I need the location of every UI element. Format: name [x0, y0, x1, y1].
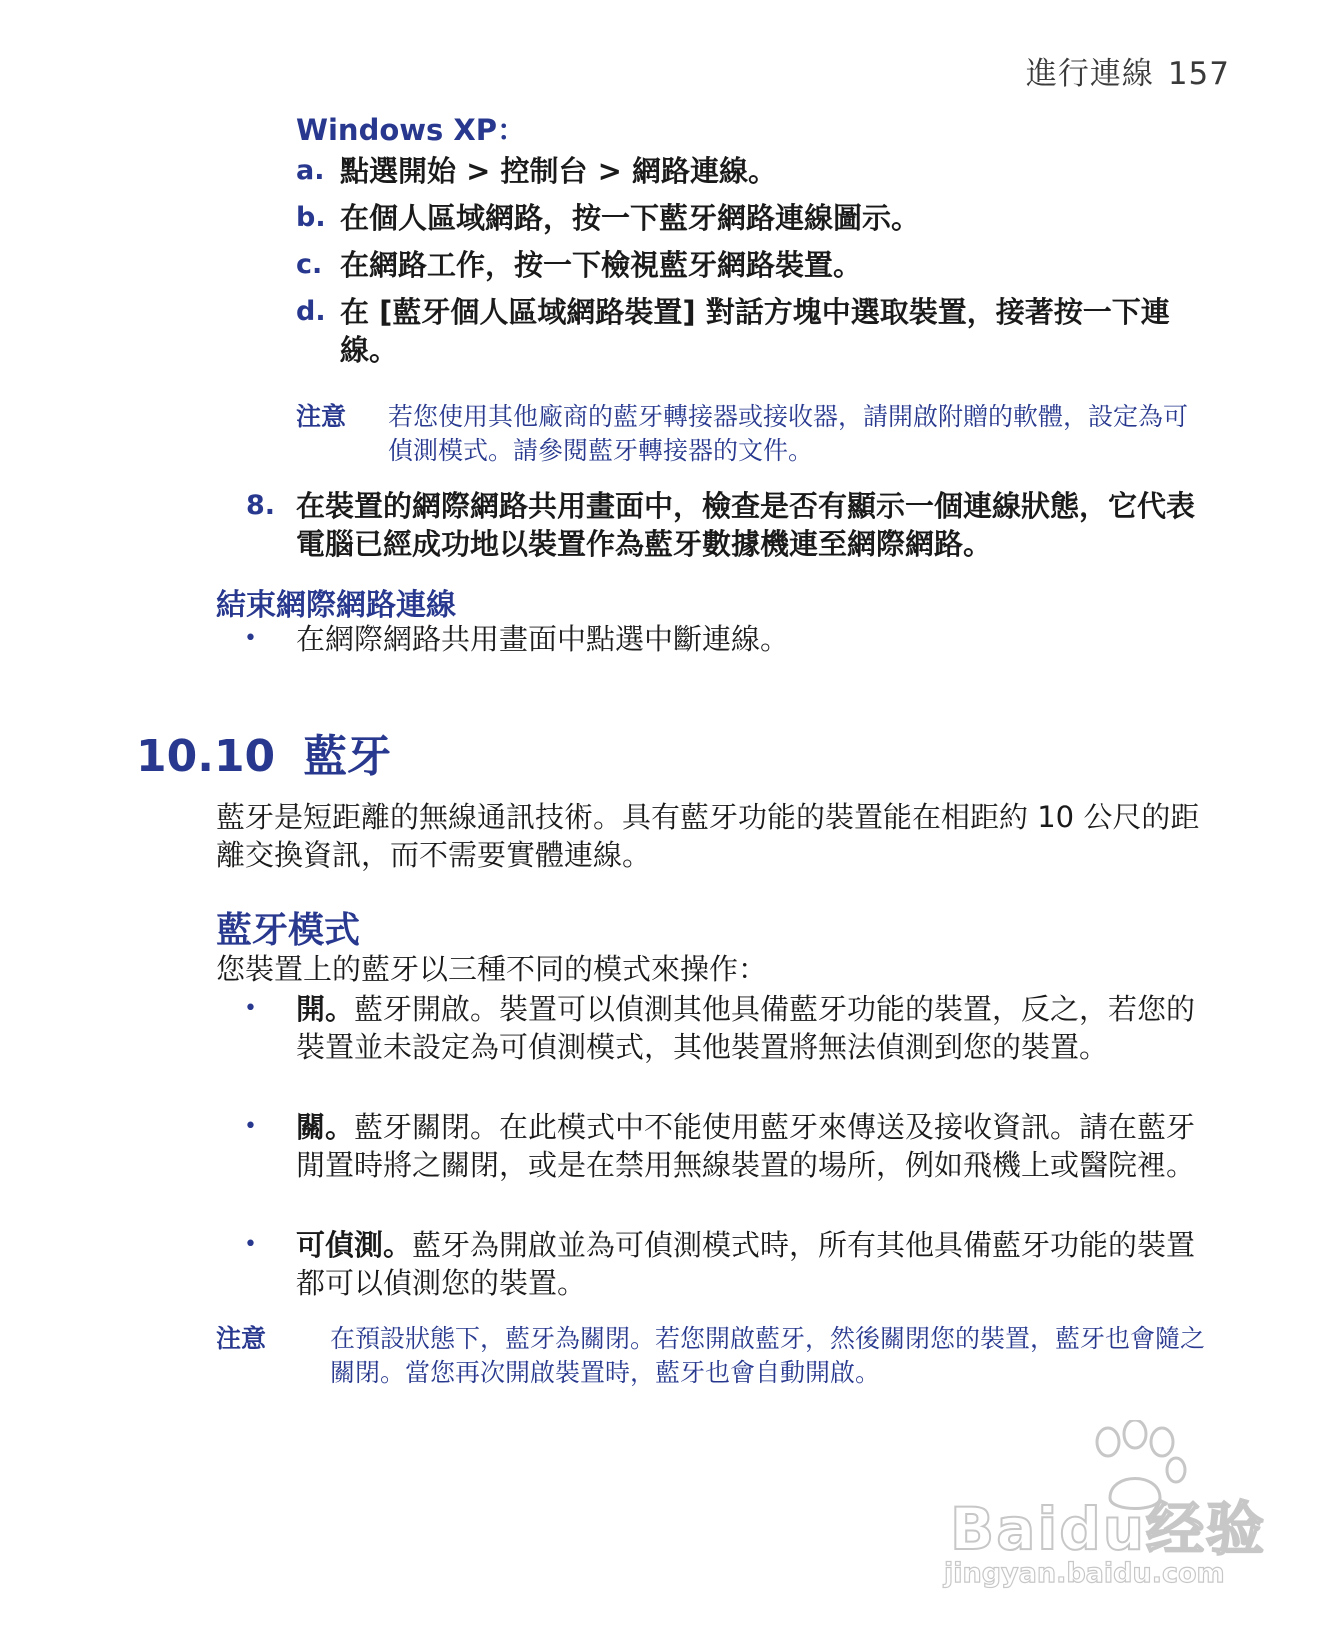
bluetooth-modes-heading: 藍牙模式: [216, 910, 361, 951]
step-text: 在 [藍牙個人區域網路裝置] 對話方塊中選取裝置，接著按一下連線。: [340, 295, 1170, 367]
step-8: [246, 487, 1221, 563]
mode-text: 藍牙為開啟並為可偵測模式時，所有其他具備藍牙功能的裝置都可以偵測您的裝置。: [296, 1228, 1196, 1300]
modes-intro: 您裝置上的藍牙以三種不同的模式來操作：: [216, 952, 768, 986]
step-marker: d.: [296, 296, 326, 327]
step-marker: 8.: [246, 490, 276, 521]
note-text: 在預設狀態下，藍牙為關閉。若您開啟藍牙，然後關閉您的裝置，藍牙也會隨之關閉。當您再次開啟裝置時，藍牙也會自動開啟。: [330, 1324, 1206, 1387]
section-number: 10.10: [136, 731, 276, 782]
mode-name: 關。: [296, 1110, 355, 1144]
windows-xp-heading: Windows XP：: [296, 113, 527, 147]
header-title: 進行連線: [1025, 56, 1154, 92]
page-header: [1026, 48, 1230, 93]
watermark-url: jingyan.baidu.com: [944, 1558, 1225, 1589]
step-marker: a.: [296, 155, 325, 186]
note-label: 注意: [296, 402, 347, 431]
section-title: [136, 720, 391, 784]
step-text: 點選開始 > 控制台 > 網路連線。: [340, 154, 777, 188]
watermark-brand: Baidu经验: [950, 1495, 1267, 1563]
mode-text: 藍牙關閉。在此模式中不能使用藍牙來傳送及接收資訊。請在藍牙閒置時將之關閉，或是在禁用無線裝置的場所，例如飛機上或醫院裡。: [296, 1110, 1196, 1182]
bullet-icon: •: [244, 1232, 257, 1257]
section-intro: 藍牙是短距離的無線通訊技術。具有藍牙功能的裝置能在相距約 10 公尺的距離交換資訊，而不需要實體連線。: [216, 800, 1200, 872]
mode-item-discoverable: [244, 1226, 1224, 1302]
mode-name: 開。: [296, 992, 355, 1026]
step-text: 在網路工作，按一下檢視藍牙網路裝置。: [340, 248, 863, 282]
mode-name: 可偵測。: [296, 1228, 413, 1262]
step-d: [296, 293, 1216, 369]
page-number: 157: [1167, 56, 1230, 92]
mode-item-off: [244, 1108, 1224, 1184]
note-box: [296, 400, 1206, 468]
bullet-icon: •: [244, 996, 257, 1021]
step-text: 在裝置的網際網路共用畫面中，檢查是否有顯示一個連線狀態，它代表電腦已經成功地以裝置作為藍牙數據機連至網際網路。: [296, 489, 1196, 561]
section-name: 藍牙: [303, 731, 392, 782]
list-item: [244, 620, 1224, 658]
mode-item-on: [244, 990, 1204, 1066]
step-c: [296, 246, 1216, 284]
step-b: [296, 199, 1216, 237]
note-label: 注意: [216, 1324, 267, 1353]
list-item-text: 在網際網路共用畫面中點選中斷連線。: [296, 622, 790, 656]
step-a: [296, 152, 1216, 190]
note-text: 若您使用其他廠商的藍牙轉接器或接收器，請開啟附贈的軟體，設定為可偵測模式。請參閱藍牙轉接器的文件。: [388, 402, 1189, 465]
bullet-icon: •: [244, 1114, 257, 1139]
watermark: [940, 1420, 1280, 1600]
bullet-icon: •: [244, 626, 257, 651]
end-connection-heading: 結束網際網路連線: [216, 588, 456, 623]
step-marker: c.: [296, 249, 323, 280]
step-marker: b.: [296, 202, 326, 233]
note-box: [216, 1322, 1222, 1390]
step-text: 在個人區域網路，按一下藍牙網路連線圖示。: [340, 201, 921, 235]
mode-text: 藍牙開啟。裝置可以偵測其他具備藍牙功能的裝置，反之，若您的裝置並未設定為可偵測模式，其他裝置將無法偵測到您的裝置。: [296, 992, 1196, 1064]
